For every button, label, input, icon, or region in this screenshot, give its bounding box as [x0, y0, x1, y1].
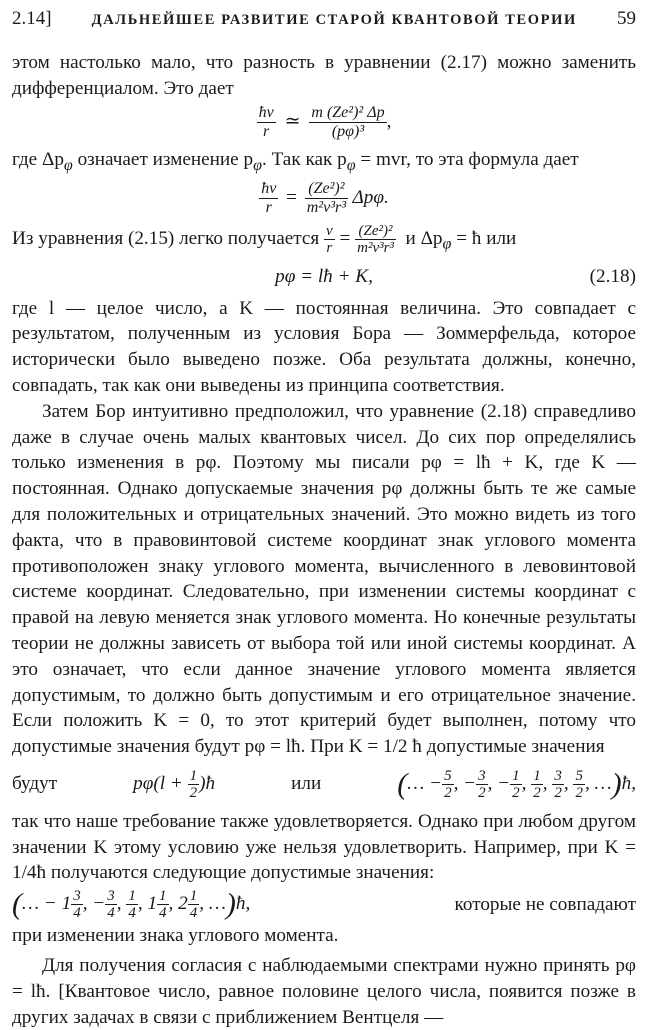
paragraph-5: Затем Бор интуитивно предположил, что уравнение (2.18) справедливо даже в случае очень малых квантовых чисел. До сих пор определялись только изменения в pφ. Поэтому мы писали pφ = lħ + K, где K — постоянная. Однако допускаемые значения pφ должны быть те же самые для положительных и отрицательных значений. Это можно видеть из того факта, что в правовинтовой системе координат знак углового момента противоположен знаку углового момента, вычисленного в левовинтовой системе координат. Следовательно, при изменении системы координат с правой на левую меняется знак углового момента. Но конечные результаты теории не должны зависеть от выбора той или иной системы координат. А это означает, что если данное значение углового момента является допустимым, то должно быть допустимым и его отрицательное значение. Если положить K = 0, то этот критерий будет выполнен, потому что допустимые значения будут pφ = lħ. При K = 1/2 ħ допустимые значения: [12, 400, 636, 758]
paragraph-1: этом настолько мало, что разность в уравнении (2.17) можно заменить дифференциалом. Это дает: [12, 52, 636, 99]
running-header: [12, 6, 636, 36]
equation-2-18: pφ = lħ + K, (2.18): [275, 265, 636, 287]
chapter-title: ДАЛЬНЕЙШЕЕ РАЗВИТИЕ СТАРОЙ КВАНТОВОЙ ТЕОРИИ: [91, 12, 577, 28]
paragraph-6: так что наше требование также удовлетворяется. Однако при любом другом значении K этому условию уже нельзя удовлетворить. Например, при K = 1/4ħ получаются следующие допустимые значения:: [12, 810, 636, 884]
equation-2: $\frac{ħv}{r}$ = $\frac{\text{(Ze²)²}}{\text{m²v³r³}}$ Δpφ.: [261, 180, 389, 217]
section-number: 2.14]: [12, 8, 52, 29]
equation-1: $\frac{ħ\nu}{r}$ ≃ $\frac{\text{m (Ze²)² Δp}}{\text{(pφ)³}}$ ,: [258, 103, 392, 140]
paragraph-4: где l — целое число, а K — постоянная величина. Это совпадает с результатом, полученным из условия Бора — Зоммерфельда, которое исторически было выведено позже. Оба результата должны, конечно, совпадать, так как они выведены из принципа соответствия.: [12, 297, 636, 396]
page-number: 59: [616, 8, 636, 29]
paragraph-2: где $\Delta p_\varphi$ означает изменение $p_\varphi$. Так как $p_\varphi$ = mvr, то эта формула дает: [12, 148, 579, 174]
paragraph-3: Из уравнения (2.15) легко получается $\frac{v}{r}$ = $\frac{\text{(Ze²)²}}{\text{m²v³r³}}$ и $\Delta p_\varphi$ = ħ или: [12, 223, 517, 257]
paragraph-8: Для получения согласия с наблюдаемыми спектрами нужно принять pφ = lħ. [Квантовое число, равное половине целого числа, появится позже в других задачах в связи с приближением Вентцеля —: [12, 955, 636, 1028]
paragraph-7: при изменении знака углового момента.: [12, 925, 339, 947]
equation-5: (… − 1 $\frac{3}{4}$ , − $\frac{3}{4}$ , $\frac{1}{4}$ , 1 $\frac{1}{4}$ , 2 $\frac{1}{4}$ , …)ħ, которые не совпадают: [12, 887, 636, 922]
equation-4: будут pφ(l + $\frac{1}{2}$ )ħ или (… − $\frac{5}{2}$ , − $\frac{3}{2}$ , − $\frac{1}{2}$ , $\frac{1}{2}$ , $\frac{3}{2}$ , $\frac{5}{2}$ , …)ħ,: [12, 767, 636, 801]
